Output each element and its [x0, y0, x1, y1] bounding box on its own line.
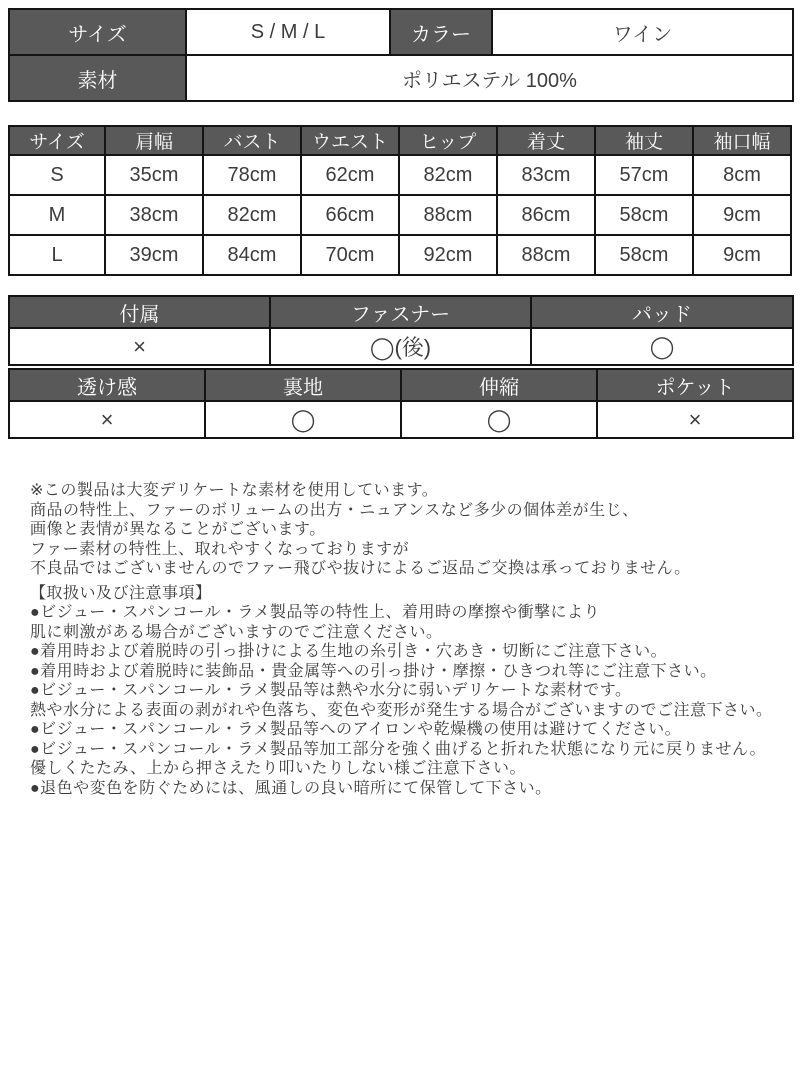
size-value-cell: S / M / L	[186, 9, 390, 55]
measurement-cell: 9cm	[693, 235, 791, 275]
care-line: ●着用時および着脱時の引っ掛けによる生地の糸引き・穴あき・切断にご注意下さい。	[30, 643, 668, 660]
features-table-2	[8, 368, 794, 439]
measurement-cell: 70cm	[301, 235, 399, 275]
measurements-header-row	[9, 126, 791, 155]
note-line: 画像と表情が異なることがございます。	[30, 521, 326, 538]
feature-header-cell: ポケット	[597, 369, 793, 401]
measurement-cell: 82cm	[203, 195, 301, 235]
measurements-header-cell: 着丈	[497, 126, 595, 155]
care-line: 優しくたたみ、上から押さえたり叩いたりしない様ご注意下さい。	[30, 760, 526, 777]
care-instructions	[30, 584, 792, 799]
features2-header-row	[9, 369, 793, 401]
measurement-cell: 82cm	[399, 155, 497, 195]
summary-row-material	[9, 55, 793, 101]
measurement-cell: 88cm	[497, 235, 595, 275]
note-line: 不良品ではございませんのでファー飛びや抜けによるご返品ご交換は承っておりません。	[30, 560, 691, 577]
color-label-cell: カラー	[390, 9, 492, 55]
measurements-header-cell: サイズ	[9, 126, 105, 155]
measurement-cell: 38cm	[105, 195, 203, 235]
feature-header-cell: 伸縮	[401, 369, 597, 401]
measurement-cell: 84cm	[203, 235, 301, 275]
material-value-cell: ポリエステル 100%	[186, 55, 793, 101]
care-line: ●ビジュー・スパンコール・ラメ製品等加工部分を強く曲げると折れた状態になり元に戻りません。	[30, 740, 767, 758]
feature-value-cell: ×	[597, 401, 793, 438]
care-line: ●ビジュー・スパンコール・ラメ製品等へのアイロンや乾燥機の使用は避けてください。	[30, 721, 682, 738]
measurement-cell: 83cm	[497, 155, 595, 195]
measurements-header-cell: 袖丈	[595, 126, 693, 155]
size-label-cell: サイズ	[9, 9, 186, 55]
feature-value-cell: ◯	[205, 401, 401, 438]
feature-value-cell: ◯	[531, 328, 793, 365]
measurement-cell: 39cm	[105, 235, 203, 275]
measurements-row-l	[9, 235, 791, 275]
feature-header-cell: パッド	[531, 296, 793, 328]
measurement-cell: 9cm	[693, 195, 791, 235]
measurements-header-cell: 肩幅	[105, 126, 203, 155]
measurement-cell: 8cm	[693, 155, 791, 195]
measurement-cell: M	[9, 195, 105, 235]
measurement-cell: L	[9, 235, 105, 275]
care-line: 肌に刺激がある場合がございますのでご注意ください。	[30, 623, 443, 641]
feature-header-cell: 透け感	[9, 369, 205, 401]
note-line: ※この製品は大変デリケートな素材を使用しています。	[30, 482, 439, 499]
color-value-cell: ワイン	[492, 9, 793, 55]
measurement-cell: 58cm	[595, 235, 693, 275]
features1-header-row	[9, 296, 793, 328]
fabric-notes	[30, 481, 792, 579]
measurements-table	[8, 125, 792, 276]
features-table-1	[8, 295, 794, 366]
measurement-cell: 78cm	[203, 155, 301, 195]
care-heading: 【取扱い及び注意事項】	[30, 584, 212, 602]
measurements-row-m	[9, 195, 791, 235]
measurement-cell: 88cm	[399, 195, 497, 235]
measurement-cell: 58cm	[595, 195, 693, 235]
feature-header-cell: 裏地	[205, 369, 401, 401]
summary-row-size-color	[9, 9, 793, 55]
measurements-header-cell: バスト	[203, 126, 301, 155]
care-line: ●退色や変色を防ぐためには、風通しの良い暗所にて保管して下さい。	[30, 779, 552, 797]
feature-header-cell: 付属	[9, 296, 270, 328]
measurement-cell: S	[9, 155, 105, 195]
feature-header-cell: ファスナー	[270, 296, 531, 328]
note-line: 商品の特性上、ファーのボリュームの出方・ニュアンスなど多少の個体差が生じ、	[30, 501, 639, 519]
care-line: ●ビジュー・スパンコール・ラメ製品等の特性上、着用時の摩擦や衝撃により	[30, 604, 601, 621]
care-line: ●着用時および着脱時に装飾品・貴金属等への引っ掛け・摩擦・ひきつれ等にご注意下さい。	[30, 662, 717, 680]
note-line: ファー素材の特性上、取れやすくなっておりますが	[30, 540, 410, 558]
measurement-cell: 86cm	[497, 195, 595, 235]
material-label-cell: 素材	[9, 55, 186, 101]
measurement-cell: 57cm	[595, 155, 693, 195]
measurements-header-cell: ヒップ	[399, 126, 497, 155]
measurement-cell: 62cm	[301, 155, 399, 195]
feature-value-cell: ×	[9, 401, 205, 438]
measurements-header-cell: ウエスト	[301, 126, 399, 155]
measurement-cell: 35cm	[105, 155, 203, 195]
care-line: ●ビジュー・スパンコール・ラメ製品等は熱や水分に弱いデリケートな素材です。	[30, 682, 632, 699]
summary-table	[8, 8, 794, 102]
care-line: 熱や水分による表面の剥がれや色落ち、変色や変形が発生する場合がございますのでご注意下さい。	[30, 701, 773, 719]
measurements-row-s	[9, 155, 791, 195]
feature-value-cell: ◯	[401, 401, 597, 438]
features2-value-row	[9, 401, 793, 438]
feature-value-cell: ×	[9, 328, 270, 365]
measurement-cell: 66cm	[301, 195, 399, 235]
measurement-cell: 92cm	[399, 235, 497, 275]
features1-value-row	[9, 328, 793, 365]
feature-value-cell: ◯(後)	[270, 328, 531, 365]
measurements-header-cell: 袖口幅	[693, 126, 791, 155]
